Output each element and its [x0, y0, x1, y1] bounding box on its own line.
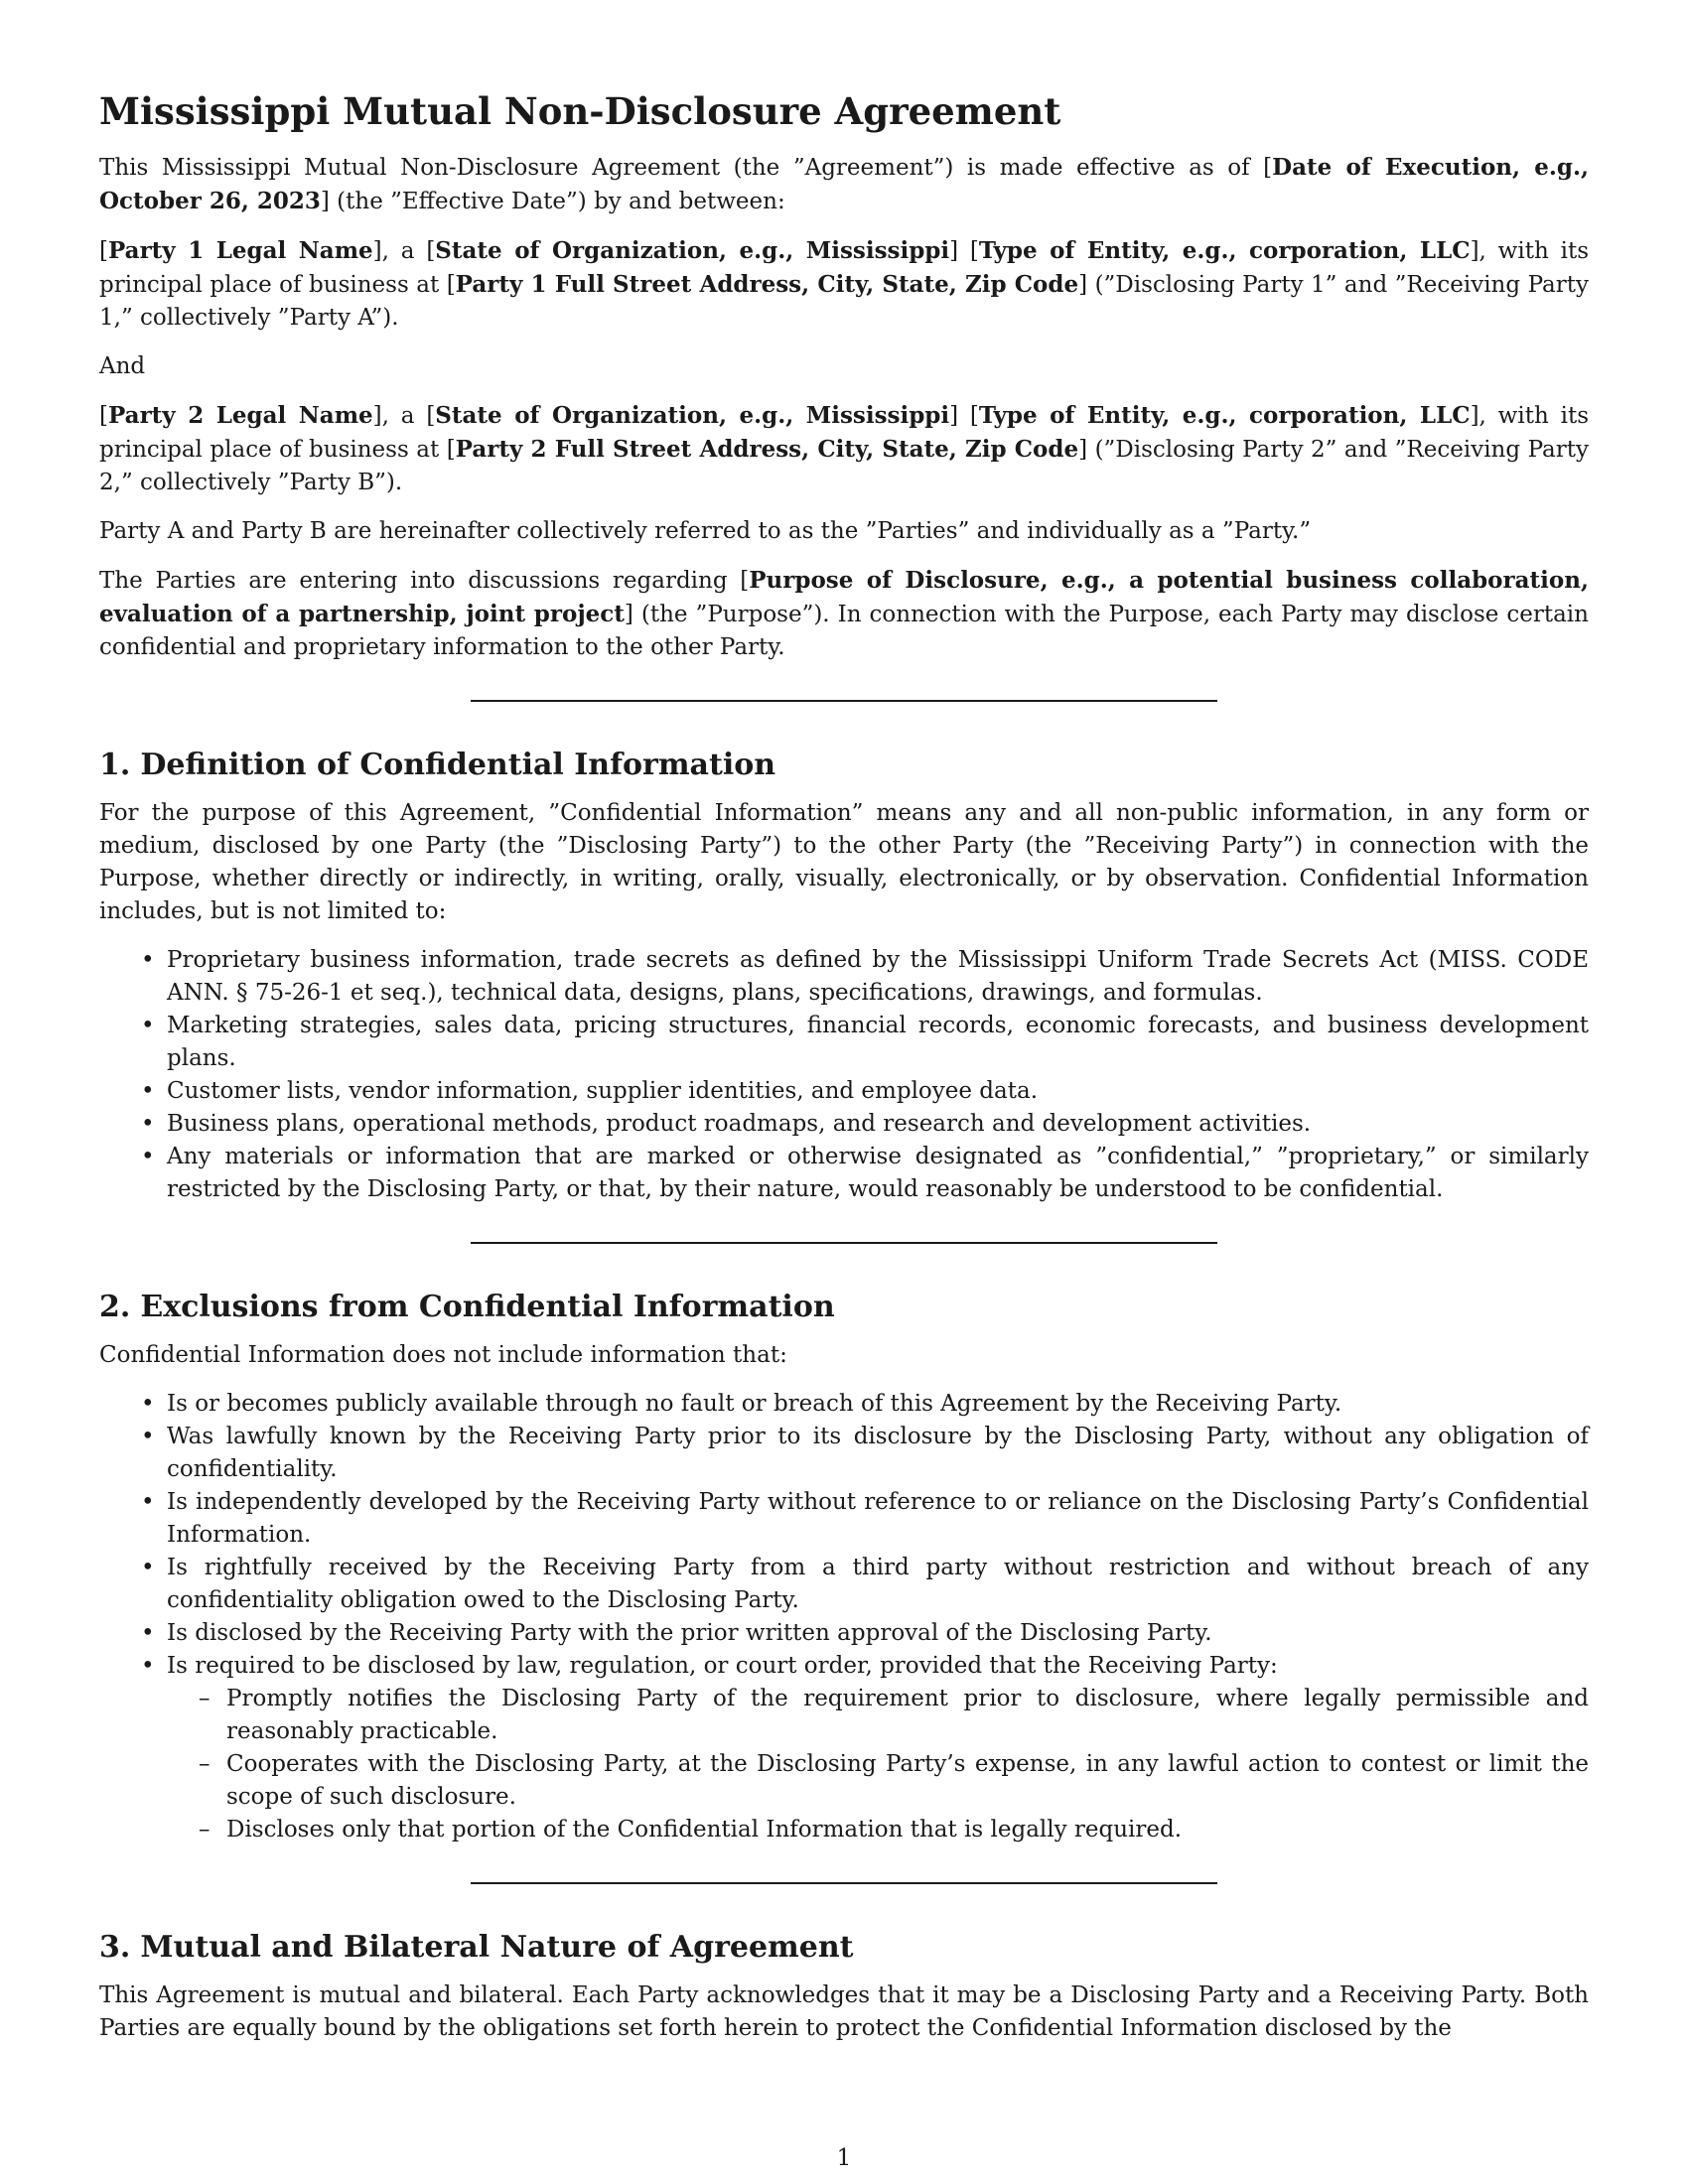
- section-2-heading: 2. Exclusions from Confidential Information: [99, 1290, 835, 1324]
- party-1-state-placeholder: State of Organization, e.g., Mississippi: [435, 237, 950, 264]
- list-item: • Is disclosed by the Receiving Party with the prior written approval of the Disclosing Party.: [167, 1617, 1589, 1650]
- list-item: • Marketing strategies, sales data, pricing structures, financial records, economic forecasts, and business development plans.: [167, 1010, 1589, 1075]
- effective-date-placeholder: Date of Execution, e.g., October 26, 2023: [99, 154, 1589, 214]
- document-body: [99, 87, 1589, 2061]
- section-1-intro: For the purpose of this Agreement, ”Confidential Information” means any and all non-public information, in any form or medium, disclosed by one Party (the ”Disclosing Party”) to the other Party (the ”Receiving Party”) in connection with the Purpose, whether directly or indirectly, in writing, orally, visually, electronically, or by observation. Confidential Information includes, but is not limited to:: [99, 800, 1589, 924]
- intro-paragraph: This Mississippi Mutual Non-Disclosure Agreement (the ”Agreement”) is made effective as of [Date of Execution, e.g., October 26, 2023] (the ”Effective Date”) by and between:: [99, 154, 1589, 214]
- sublist-item: – Discloses only that portion of the Confidential Information that is legally required.: [226, 1814, 1589, 1846]
- list-item: • Is independently developed by the Receiving Party without reference to or reliance on the Disclosing Party’s Confidential Information.: [167, 1486, 1589, 1552]
- section-2-sublist: [167, 1683, 1589, 1846]
- parties-paragraph: Party A and Party B are hereinafter collectively referred to as the ”Parties” and individually as a ”Party.”: [99, 518, 1312, 544]
- list-item: • Business plans, operational methods, product roadmaps, and research and development activities.: [167, 1108, 1589, 1141]
- section-3-paragraph: This Agreement is mutual and bilateral. Each Party acknowledges that it may be a Disclosing Party and a Receiving Party. Both Parties are equally bound by the obligations set forth herein to protect the Confidential Information disclosed by the: [99, 1982, 1589, 2041]
- purpose-placeholder: Purpose of Disclosure, e.g., a potential business collaboration, evaluation of a partnership, joint project: [99, 567, 1589, 627]
- sublist-item: – Cooperates with the Disclosing Party, at the Disclosing Party’s expense, in any lawful action to contest or limit the scope of such disclosure.: [226, 1748, 1589, 1814]
- party-1-name-placeholder: Party 1 Legal Name: [107, 237, 373, 264]
- list-item: • Proprietary business information, trade secrets as defined by the Mississippi Uniform Trade Secrets Act (MISS. CODE ANN. § 75-26-1 et seq.), technical data, designs, plans, specifications, drawings, and formulas.: [167, 944, 1589, 1010]
- list-item: • Is required to be disclosed by law, regulation, or court order, provided that the Receiving Party: – Promptly notifies the Disclosing Party of the requirement prior to disclosure, where legally permissible and reasonably practicable. – Cooperates with the Disclosing Party, at the Disclosing Party’s expense, in any lawful action to contest or limit the scope of such disclosure. – Discloses only that portion of the Confidential Information that is legally required.: [167, 1650, 1589, 1846]
- section-2-list: [99, 1388, 1589, 1846]
- list-item: • Customer lists, vendor information, supplier identities, and employee data.: [167, 1075, 1589, 1108]
- section-divider: [471, 700, 1217, 702]
- list-item: • Is rightfully received by the Receiving Party from a third party without restriction and without breach of any confidentiality obligation owed to the Disclosing Party.: [167, 1552, 1589, 1617]
- list-item: • Was lawfully known by the Receiving Party prior to its disclosure by the Disclosing Party, without any obligation of confidentiality.: [167, 1421, 1589, 1486]
- party-2-state-placeholder: State of Organization, e.g., Mississippi: [435, 402, 950, 429]
- purpose-paragraph: The Parties are entering into discussions regarding [Purpose of Disclosure, e.g., a potential business collaboration, evaluation of a partnership, joint project] (the ”Purpose”). In connection with the Purpose, each Party may disclose certain confidential and proprietary information to the other Party.: [99, 567, 1589, 660]
- section-3-heading: 3. Mutual and Bilateral Nature of Agreement: [99, 1930, 854, 1965]
- party-2-paragraph: [Party 2 Legal Name], a [State of Organization, e.g., Mississippi] [Type of Entity, e.g., corporation, LLC], with its principal place of business at [Party 2 Full Street Address, City, State, Zip Code] (”Disclosing Party 2” and ”Receiving Party 2,” collectively ”Party B”).: [99, 402, 1589, 495]
- list-item: • Any materials or information that are marked or otherwise designated as ”confidential,” ”proprietary,” or similarly restricted by the Disclosing Party, or that, by their nature, would reasonably be understood to be confidential.: [167, 1141, 1589, 1206]
- party-1-paragraph: [Party 1 Legal Name], a [State of Organization, e.g., Mississippi] [Type of Entity, e.g., corporation, LLC], with its principal place of business at [Party 1 Full Street Address, City, State, Zip Code] (”Disclosing Party 1” and ”Receiving Party 1,” collectively ”Party A”).: [99, 237, 1589, 331]
- page-number: 1: [836, 2145, 852, 2171]
- party-2-address-placeholder: Party 2 Full Street Address, City, State, Zip Code: [455, 436, 1079, 463]
- party-1-address-placeholder: Party 1 Full Street Address, City, State, Zip Code: [455, 271, 1079, 298]
- and-paragraph: And: [99, 353, 146, 379]
- section-divider: [471, 1242, 1217, 1244]
- sublist-item: – Promptly notifies the Disclosing Party of the requirement prior to disclosure, where legally permissible and reasonably practicable.: [226, 1683, 1589, 1748]
- document-title: Mississippi Mutual Non-Disclosure Agreement: [99, 89, 1061, 133]
- section-divider: [471, 1882, 1217, 1884]
- list-item: • Is or becomes publicly available through no fault or breach of this Agreement by the Receiving Party.: [167, 1388, 1589, 1421]
- party-2-name-placeholder: Party 2 Legal Name: [107, 402, 373, 429]
- party-1-entity-placeholder: Type of Entity, e.g., corporation, LLC: [978, 237, 1471, 264]
- party-2-entity-placeholder: Type of Entity, e.g., corporation, LLC: [978, 402, 1471, 429]
- section-1-list: [99, 944, 1589, 1206]
- section-1-heading: 1. Definition of Confidential Information: [99, 748, 776, 782]
- section-2-intro: Confidential Information does not include information that:: [99, 1342, 787, 1368]
